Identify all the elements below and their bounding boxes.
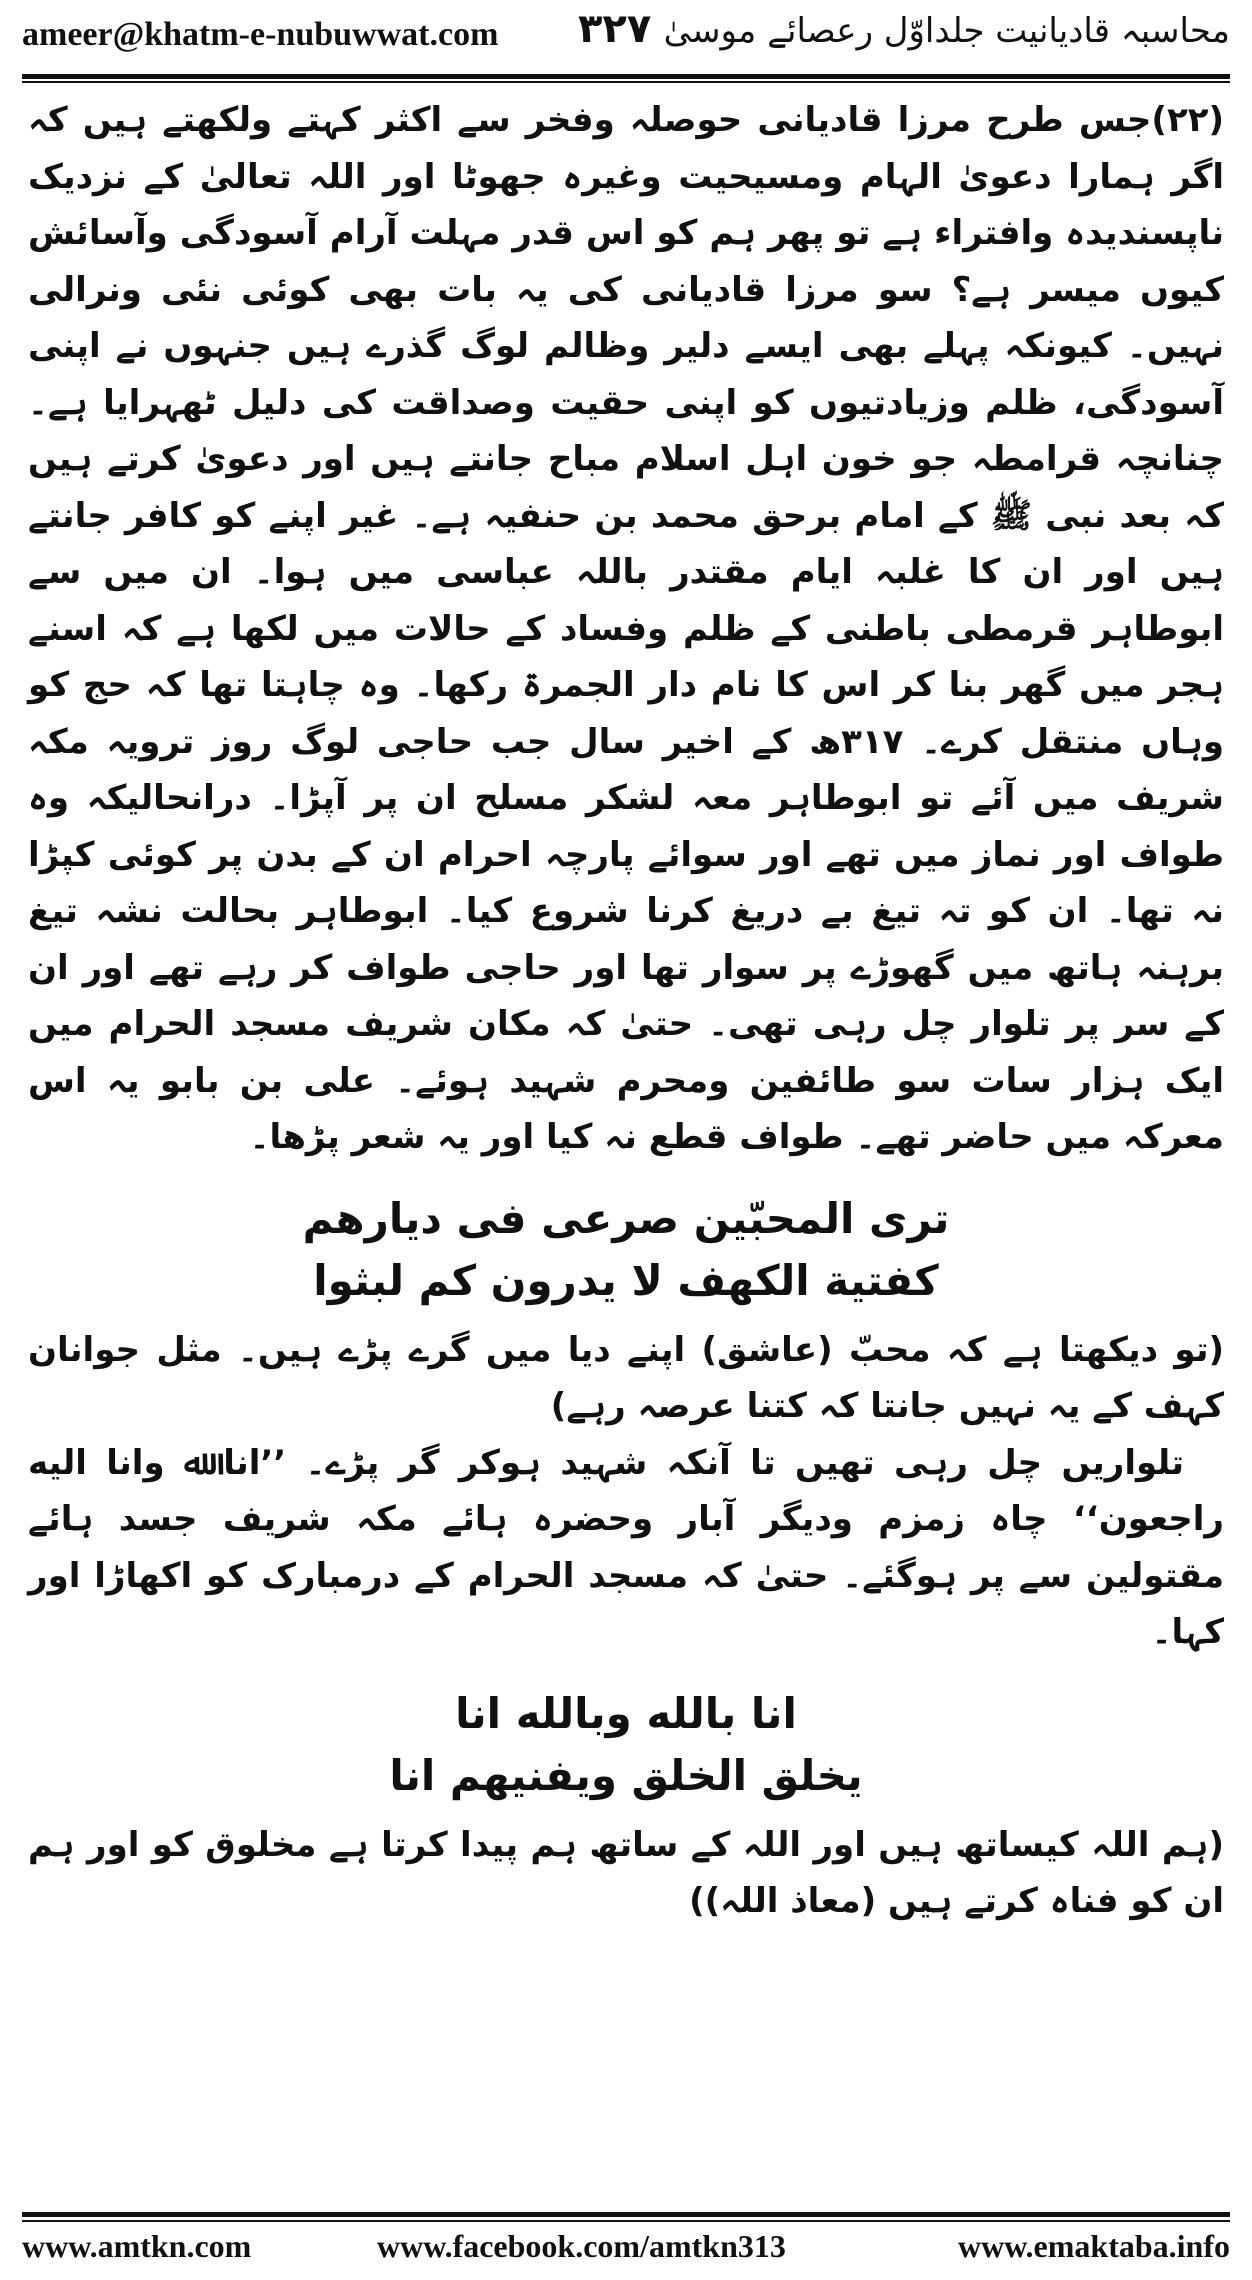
verse-line: تری المحبّین صرعی فی دیارهم — [302, 1193, 950, 1243]
book-title: محاسبہ قادیانیت جلداوّل رعصائے موسیٰ — [663, 11, 1230, 51]
verse-translation: (ہم اللہ کیساتھ ہیں اور اللہ کے ساتھ ہم پیدا کرتا ہے مخلوق کو اور ہم ان کو فناہ کرتے ہیں (معاذ اللہ)) — [28, 1824, 1224, 1921]
paragraph-22: (۲۲)جس طرح مرزا قادیانی حوصلہ وفخر سے اکثر کہتے ولکھتے ہیں کہ اگر ہمارا دعویٰ الہام ومسیحیت وغیرہ جھوٹا اور اللہ تعالیٰ کے نزدیک ناپسندیدہ وافتراء ہے تو پھر ہم کو اس قدر مہلت آرام آسودگی وآسائش کیوں میسر ہے؟ سو مرزا قادیانی کی یہ بات بھی کوئی نئی ونرالی نہیں۔ کیونکہ پہلے بھی ایسے دلیر وظالم لوگ گذرے ہیں جنہوں نے اپنی آسودگی، ظلم وزیادتیوں کو اپنی حقیت وصداقت کی دلیل ٹھہرایا ہے۔ چنانچہ قرامطہ جو خون اہل اسلام مباح جانتے ہیں اور دعویٰ کرتے ہیں کہ بعد نبی ﷺ کے امام برحق محمد بن حنفیہ ہے۔ غیر اپنے کو کافر جانتے ہیں اور ان کا غلبہ ایام مقتدر باللہ عباسی میں ہوا۔ ان میں سے ابوطاہر قرمطی باطنی کے ظلم وفساد کے حالات میں لکھا ہے کہ اسنے ہجر میں گھر بنا کر اس کا نام دار الجمرۃ رکھا۔ وہ چاہتا تھا کہ حج کو وہاں منتقل کرے۔ ۳۱۷ھ کے اخیر سال جب حاجی لوگ روز ترویہ مکہ شریف میں آئے تو ابوطاہر معہ لشکر مسلح ان پر آپڑا۔ درانحالیکہ وہ طواف اور نماز میں تھے اور سوائے پارچہ احرام ان کے بدن پر کوئی کپڑا نہ تھا۔ ان کو تہ تیغ بے دریغ کرنا شروع کیا۔ ابوطاہر بحالت نشہ تیغ برہنہ ہاتھ میں گھوڑے پر سوار تھا اور حاجی طواف کر رہے تھے اور ان کے سر پر تلوار چل رہی تھی۔ حتیٰ کہ مکان شریف مسجد الحرام میں ایک ہزار سات سو طائفین ومحرم شہید ہوئے۔ علی بن بابو یہ اس معرکہ میں حاضر تھے۔ طواف قطع نہ کیا اور یہ شعر پڑھا۔ — [28, 100, 1225, 1157]
verse-line: یخلق الخلق ویفنیهم انا — [389, 1750, 863, 1800]
page-number: ۳۲۷ — [578, 6, 652, 52]
footer-rule — [22, 2212, 1230, 2217]
paragraph-continuation: تلواریں چل رہی تھیں تا آنکہ شہید ہوکر گر پڑے۔ ’’انا ﷲ وانا الیه راجعون‘‘ چاہ زمزم ودیگر آبار وحضرہ ہائے مکہ شریف جسد ہائے مقتولین سے پر ہوگئے۔ حتیٰ کہ مسجد الحرام کے درمبارک کو اکھاڑا اور کہا۔ — [28, 1442, 1224, 1652]
arabic-verse-2 — [28, 1683, 1224, 1807]
arabic-verse-1 — [28, 1188, 1224, 1312]
header-email[interactable]: ameer@khatm-e-nubuwwat.com — [22, 16, 499, 53]
footer-link-facebook[interactable]: www.facebook.com/amtkn313 — [377, 2228, 786, 2264]
verse-line: کفتیة الکهف لا یدرون کم لبثوا — [313, 1255, 939, 1305]
header-rule-thin — [22, 81, 1230, 83]
footer-link-amtkn[interactable]: www.amtkn.com — [22, 2228, 252, 2264]
verse-translation: (تو دیکھتا ہے کہ محبّ (عاشق) اپنے دیا میں گرے پڑے ہیں۔ مثل جوانان کہف کے یہ نہیں جانتا کہ کتنا عرصہ رہے) — [28, 1329, 1224, 1426]
footer-rule-thin — [22, 2220, 1230, 2222]
page-footer — [22, 2228, 1230, 2268]
page-header — [22, 0, 1230, 78]
page-body — [28, 92, 1224, 1930]
header-rule — [22, 74, 1230, 79]
verse-line: انا بالله وبالله انا — [455, 1688, 797, 1738]
footer-link-emaktaba[interactable]: www.emaktaba.info — [957, 2228, 1230, 2264]
